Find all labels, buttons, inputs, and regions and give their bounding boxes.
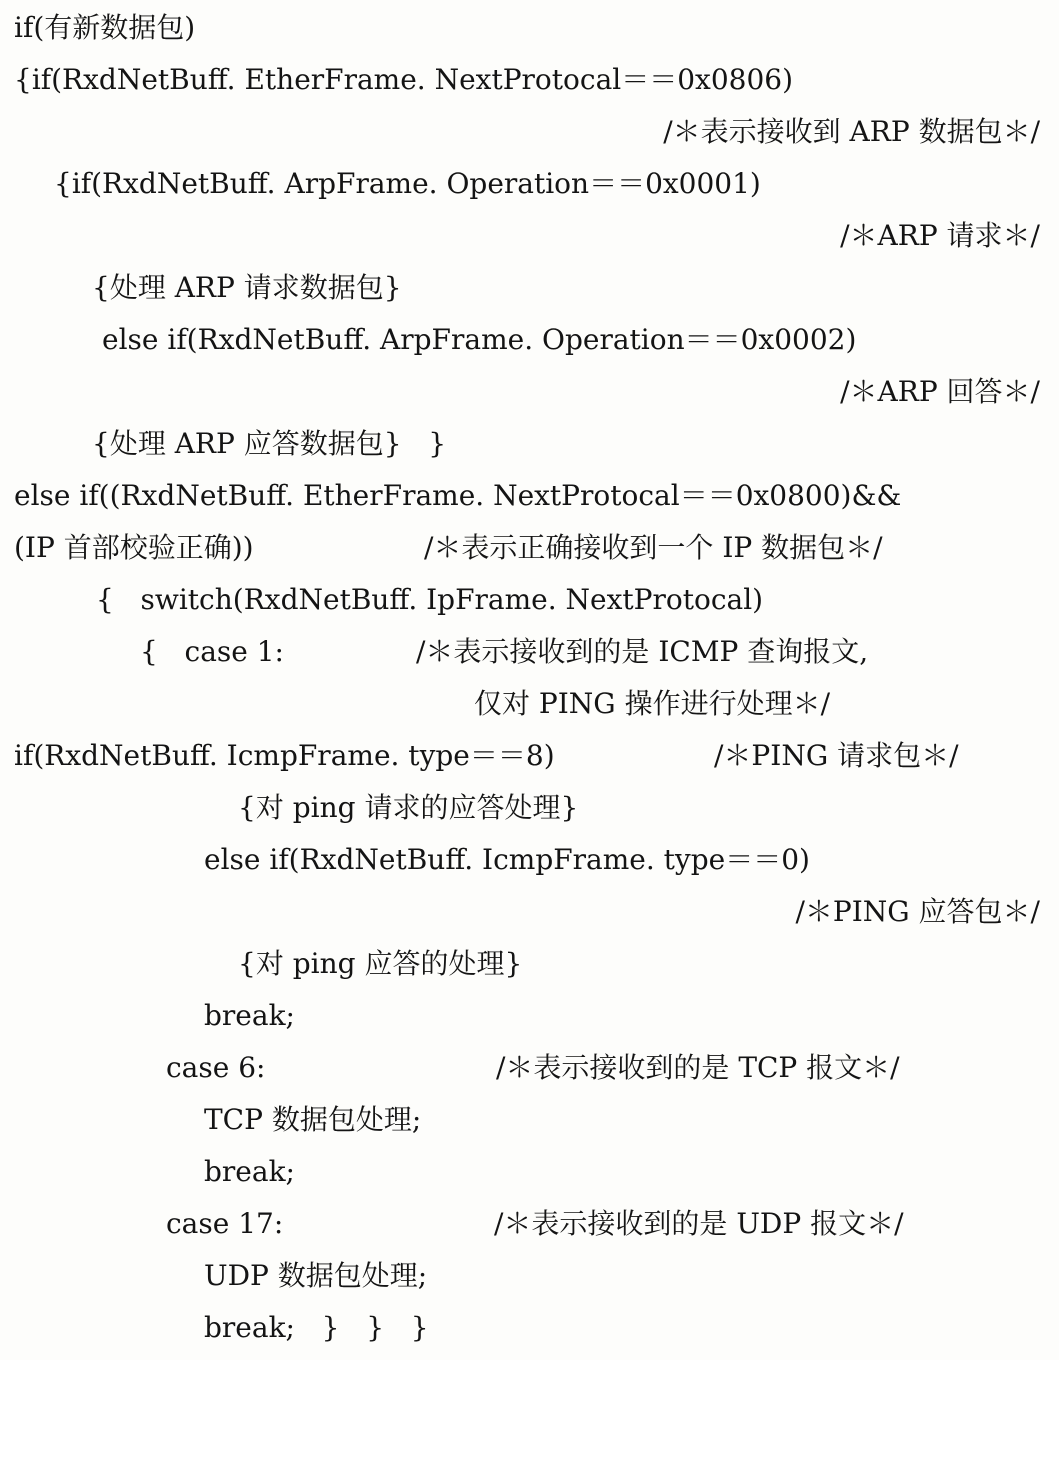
code-line-9 [14, 418, 1040, 470]
code-comment: /＊表示接收到的是 TCP 报文＊/ [496, 1051, 900, 1084]
code-line-21 [14, 1042, 1040, 1094]
code-line-18 [14, 886, 1040, 938]
code-line-16 [14, 782, 1040, 834]
code-text: if(RxdNetBuff. IcmpFrame. type＝＝8) [14, 739, 555, 772]
code-line-5 [14, 210, 1040, 262]
code-text: (IP 首部校验正确)) [14, 531, 254, 564]
code-comment: /＊表示接收到的是 UDP 报文＊/ [494, 1207, 904, 1240]
code-line-2 [14, 54, 1040, 106]
code-line-17 [14, 834, 1040, 886]
code-line-10 [14, 470, 1040, 522]
code-line-24 [14, 1198, 1040, 1250]
code-line-11 [14, 522, 1040, 574]
code-line-19 [14, 938, 1040, 990]
code-line-15 [14, 730, 1040, 782]
code-comment: /＊PING 请求包＊/ [714, 739, 959, 772]
code-comment: /＊PING 应答包＊/ [795, 895, 1040, 928]
code-text: case 17: [166, 1207, 284, 1240]
code-line-3 [14, 106, 1040, 158]
code-line-1 [14, 2, 1040, 54]
code-line-23 [14, 1146, 1040, 1198]
code-line-25 [14, 1250, 1040, 1302]
code-text: else if(RxdNetBuff. ArpFrame. Operation＝＝0x0002) [102, 323, 857, 356]
code-comment: 仅对 PING 操作进行处理＊/ [474, 687, 831, 720]
code-text: {处理 ARP 请求数据包} [92, 271, 402, 304]
code-line-13 [14, 626, 1040, 678]
code-text: else if((RxdNetBuff. EtherFrame. NextProtocal＝＝0x0800)&& [14, 479, 902, 512]
code-text: {处理 ARP 应答数据包} } [92, 427, 447, 460]
code-text: TCP 数据包处理; [204, 1103, 422, 1136]
code-text: else if(RxdNetBuff. IcmpFrame. type＝＝0) [204, 843, 810, 876]
code-text: break; [204, 999, 295, 1032]
code-text: break; [204, 1155, 295, 1188]
code-line-20 [14, 990, 1040, 1042]
code-line-7 [14, 314, 1040, 366]
code-text: if(有新数据包) [14, 11, 196, 44]
code-line-12 [14, 574, 1040, 626]
code-text: {if(RxdNetBuff. EtherFrame. NextProtocal＝＝0x0806) [14, 63, 794, 96]
code-line-14 [14, 678, 1040, 730]
code-text: {if(RxdNetBuff. ArpFrame. Operation＝＝0x0001) [54, 167, 761, 200]
code-comment: /＊表示接收到 ARP 数据包＊/ [663, 115, 1040, 148]
code-text: {对 ping 应答的处理} [238, 947, 523, 980]
code-line-26 [14, 1302, 1040, 1354]
code-line-4 [14, 158, 1040, 210]
code-line-22 [14, 1094, 1040, 1146]
code-listing [14, 2, 1040, 1354]
code-comment: /＊ARP 回答＊/ [840, 375, 1040, 408]
code-text: {对 ping 请求的应答处理} [238, 791, 579, 824]
code-comment: /＊ARP 请求＊/ [840, 219, 1040, 252]
code-text: break; } } } [204, 1311, 429, 1344]
code-line-6 [14, 262, 1040, 314]
code-text: { case 1: [140, 635, 284, 668]
code-comment: /＊表示接收到的是 ICMP 查询报文, [416, 635, 869, 668]
code-text: case 6: [166, 1051, 266, 1084]
code-line-8 [14, 366, 1040, 418]
code-text: { switch(RxdNetBuff. IpFrame. NextProtocal) [96, 583, 764, 616]
code-text: UDP 数据包处理; [204, 1259, 428, 1292]
code-comment: /＊表示正确接收到一个 IP 数据包＊/ [424, 531, 883, 564]
